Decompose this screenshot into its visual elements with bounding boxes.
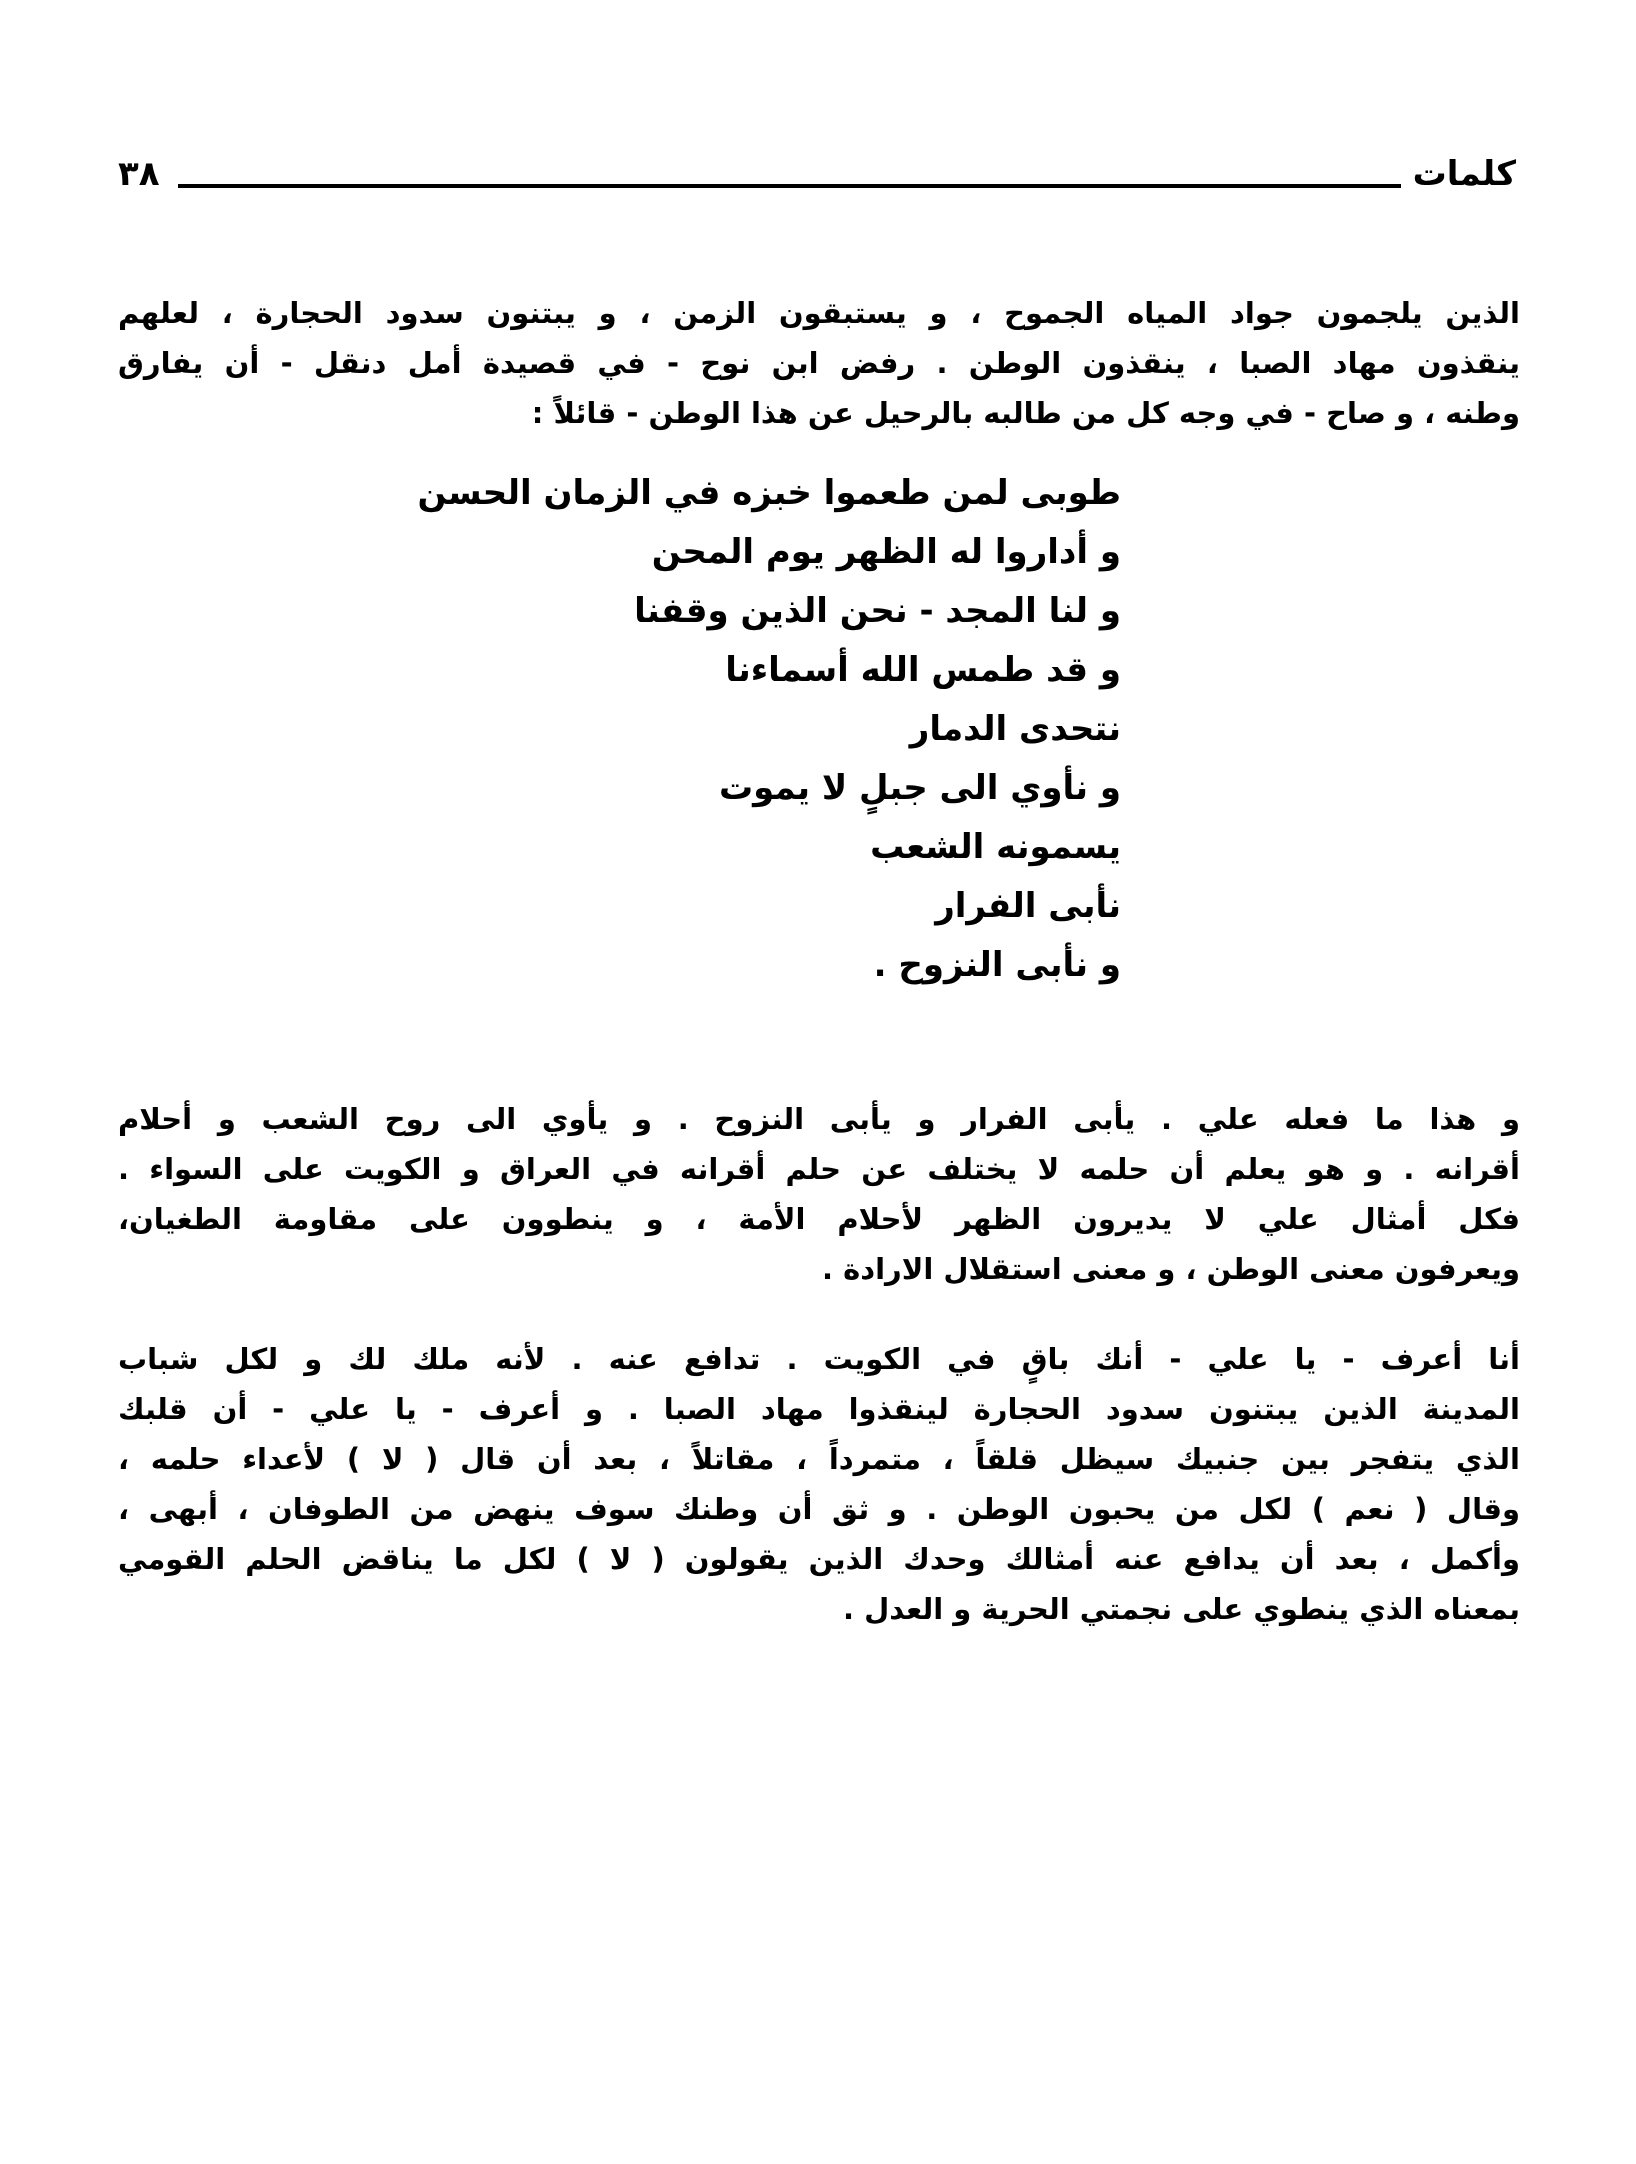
- header-title: كلمات: [1412, 154, 1516, 194]
- text-line: ينقذون مهاد الصبا ، ينقذون الوطن . رفض ابن نوح - في قصيدة أمل دنقل - أن يفارق: [118, 346, 1520, 380]
- text-line: الذي يتفجر بين جنبيك سيظل قلقاً ، متمرداً ، مقاتلاً ، بعد أن قال ( لا ) لأعداء حلمه ،: [118, 1442, 1520, 1476]
- body-paragraph: [118, 1334, 1520, 1634]
- running-header: [118, 154, 1516, 200]
- text-line: أقرانه . و هو يعلم أن حلمه لا يختلف عن حلم أقرانه في العراق و الكويت على السواء .: [118, 1152, 1520, 1186]
- text-line: وقال ( نعم ) لكل من يحبون الوطن . و ثق أن وطنك سوف ينهض من الطوفان ، أبهى ،: [118, 1492, 1520, 1526]
- poem-line: و قد طمس الله أسماءنا: [725, 650, 1121, 690]
- text-line: فكل أمثال علي لا يديرون الظهر لأحلام الأمة ، و ينطوون على مقاومة الطغيان،: [118, 1202, 1520, 1236]
- header-rule: [178, 184, 1401, 188]
- text-line: أنا أعرف - يا علي - أنك باقٍ في الكويت . تدافع عنه . لأنه ملك لك و لكل شباب: [118, 1342, 1520, 1376]
- poem-line: و نأوي الى جبلٍ لا يموت: [718, 768, 1121, 808]
- text-line: و هذا ما فعله علي . يأبى الفرار و يأبى النزوح . و يأوي الى روح الشعب و أحلام: [118, 1102, 1520, 1136]
- poem-line: و أداروا له الظهر يوم المحن: [651, 532, 1121, 572]
- poem-line: نأبى الفرار: [935, 886, 1121, 926]
- poem-line: طوبى لمن طعموا خبزه في الزمان الحسن: [417, 473, 1121, 513]
- intro-paragraph: [118, 288, 1520, 438]
- poem-line: و لنا المجد - نحن الذين وقفنا: [634, 591, 1121, 631]
- poem-line: و نأبى النزوح .: [873, 945, 1121, 985]
- text-line: الذين يلجمون جواد المياه الجموح ، و يستبقون الزمن ، و يبتنون سدود الحجارة ، لعلهم: [118, 296, 1520, 330]
- page-number: ٣٨: [118, 154, 160, 194]
- text-line: وطنه ، و صاح - في وجه كل من طالبه بالرحيل عن هذا الوطن - قائلاً :: [531, 396, 1520, 430]
- body-paragraph: [118, 1094, 1520, 1294]
- poem-block: [418, 464, 1121, 995]
- text-line: ويعرفون معنى الوطن ، و معنى استقلال الارادة .: [821, 1252, 1520, 1286]
- text-line: بمعناه الذي ينطوي على نجمتي الحرية و العدل .: [842, 1592, 1520, 1626]
- text-line: المدينة الذين يبتنون سدود الحجارة لينقذوا مهاد الصبا . و أعرف - يا علي - أن قلبك: [118, 1392, 1520, 1426]
- poem-line: يسمونه الشعب: [870, 827, 1121, 867]
- poem-line: نتحدى الدمار: [909, 709, 1121, 749]
- text-line: وأكمل ، بعد أن يدافع عنه أمثالك وحدك الذين يقولون ( لا ) لكل ما يناقض الحلم القومي: [118, 1542, 1520, 1576]
